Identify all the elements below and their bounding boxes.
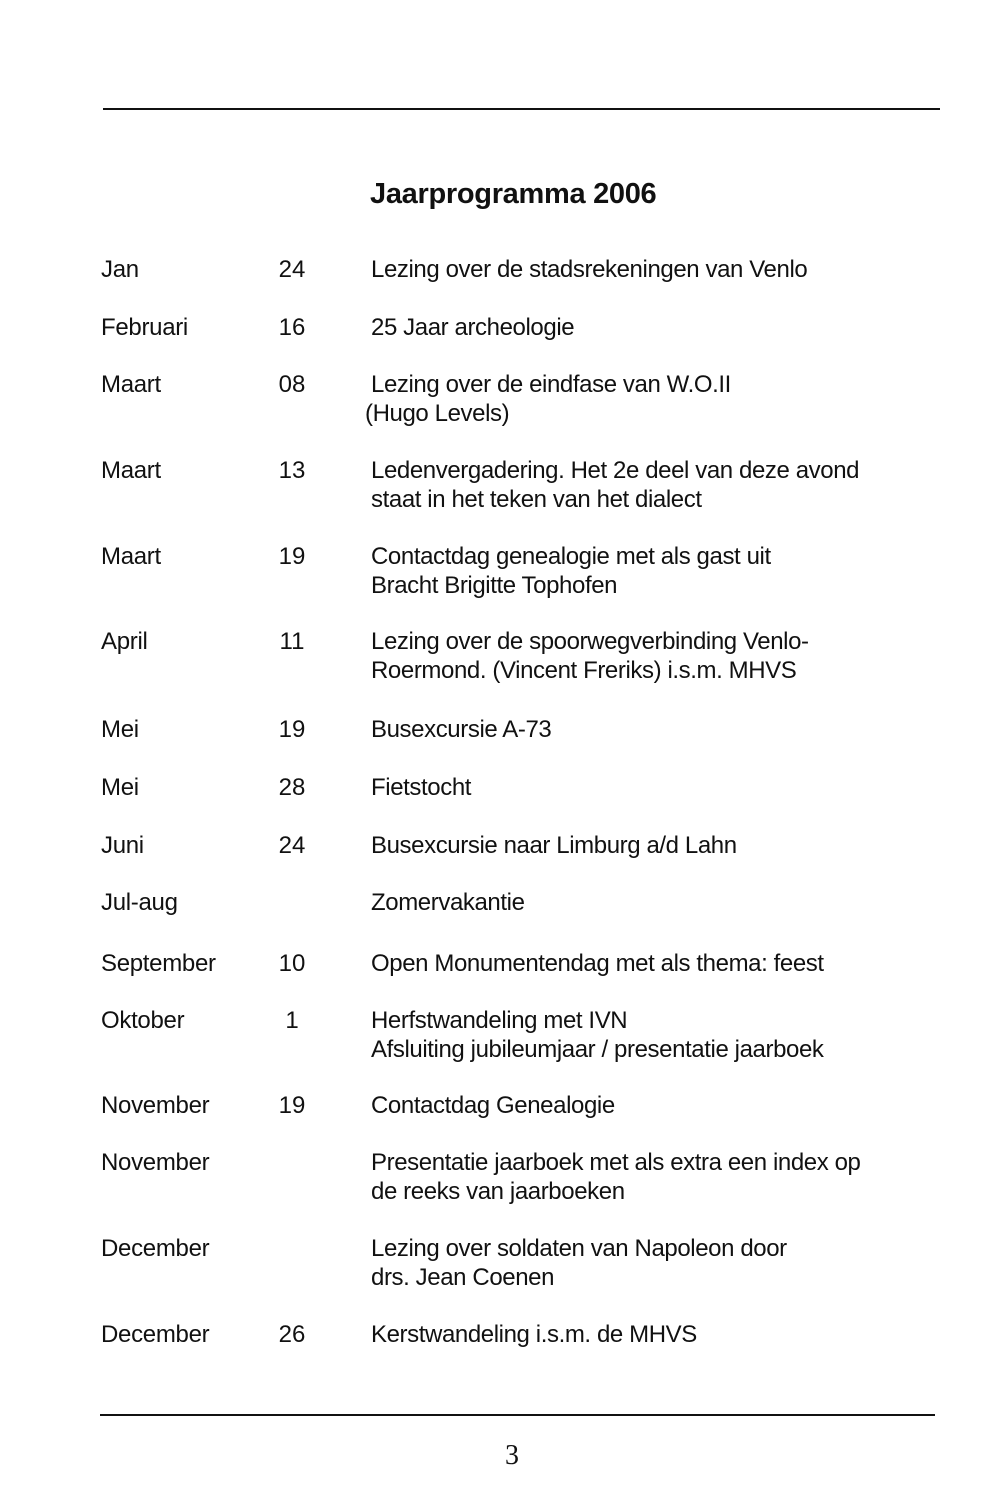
event-day: 08 [278, 371, 306, 398]
event-description [371, 456, 931, 514]
event-month: Juni [101, 832, 144, 859]
event-day: 19 [278, 543, 306, 570]
event-day: 10 [278, 950, 306, 977]
event-day: 13 [278, 457, 306, 484]
event-description-line: Lezing over de stadsrekeningen van Venlo [371, 256, 808, 283]
event-description [371, 1091, 931, 1120]
event-description-line: Presentatie jaarboek met als extra een index op [371, 1149, 861, 1176]
event-description-line: Contactdag genealogie met als gast uit [371, 543, 771, 570]
page-title: Jaarprogramma 2006 [370, 178, 657, 210]
event-description-line: (Hugo Levels) [365, 400, 510, 427]
event-day: 1 [285, 1007, 299, 1034]
event-description-line: Lezing over de spoorwegverbinding Venlo- [371, 628, 809, 655]
event-description [371, 1320, 931, 1349]
event-month: Maart [101, 457, 161, 484]
event-description [365, 370, 931, 428]
event-description [371, 949, 931, 978]
event-description-line: Ledenvergadering. Het 2e deel van deze avond [371, 457, 860, 484]
event-description-line: de reeks van jaarboeken [371, 1178, 625, 1205]
event-month: Mei [101, 774, 139, 801]
event-month: April [101, 628, 148, 655]
event-description [371, 1234, 931, 1292]
event-day: 24 [278, 256, 306, 283]
event-month: Februari [101, 314, 188, 341]
event-day: 16 [278, 314, 306, 341]
event-month: Jan [101, 256, 139, 283]
event-description-line: Afsluiting jubileumjaar / presentatie jaarboek [371, 1036, 824, 1063]
event-description-line: Herfstwandeling met IVN [371, 1007, 628, 1034]
event-day: 19 [278, 716, 306, 743]
event-description [371, 773, 931, 802]
event-description-line: 25 Jaar archeologie [371, 314, 575, 341]
event-month: November [101, 1149, 210, 1176]
event-description-line: Bracht Brigitte Tophofen [371, 572, 618, 599]
event-day: 11 [279, 628, 305, 655]
event-description [371, 313, 931, 342]
event-description-line: Roermond. (Vincent Freriks) i.s.m. MHVS [371, 657, 797, 684]
event-description [371, 255, 931, 284]
event-month: December [101, 1321, 210, 1348]
bottom-rule [100, 1414, 935, 1416]
event-description-line: Lezing over de eindfase van W.O.II [371, 371, 731, 398]
event-month: September [101, 950, 216, 977]
event-description-line: Lezing over soldaten van Napoleon door [371, 1235, 787, 1262]
event-description-line: Open Monumentendag met als thema: feest [371, 950, 824, 977]
event-description-line: staat in het teken van het dialect [371, 486, 702, 513]
event-description [371, 715, 931, 744]
event-description-line: Busexcursie A-73 [371, 716, 552, 743]
event-month: Oktober [101, 1007, 185, 1034]
event-description [371, 542, 931, 600]
event-month: Maart [101, 543, 161, 570]
event-description-line: Contactdag Genealogie [371, 1092, 615, 1119]
page-number: 3 [505, 1440, 519, 1471]
event-description [371, 831, 931, 860]
event-day: 19 [278, 1092, 306, 1119]
event-day: 28 [278, 774, 306, 801]
event-description-line: Busexcursie naar Limburg a/d Lahn [371, 832, 737, 859]
event-description-line: Zomervakantie [371, 889, 525, 916]
top-rule [103, 108, 940, 110]
event-description-line: Fietstocht [371, 774, 472, 801]
event-month: December [101, 1235, 210, 1262]
event-month: Jul-aug [101, 889, 178, 916]
event-day: 26 [278, 1321, 306, 1348]
event-description-line: Kerstwandeling i.s.m. de MHVS [371, 1321, 697, 1348]
event-description [371, 1006, 931, 1064]
event-description-line: drs. Jean Coenen [371, 1264, 555, 1291]
event-description [371, 1148, 931, 1206]
event-month: Mei [101, 716, 139, 743]
event-day: 24 [278, 832, 306, 859]
event-month: November [101, 1092, 210, 1119]
event-description [371, 888, 931, 917]
event-month: Maart [101, 371, 161, 398]
event-description [371, 627, 931, 685]
